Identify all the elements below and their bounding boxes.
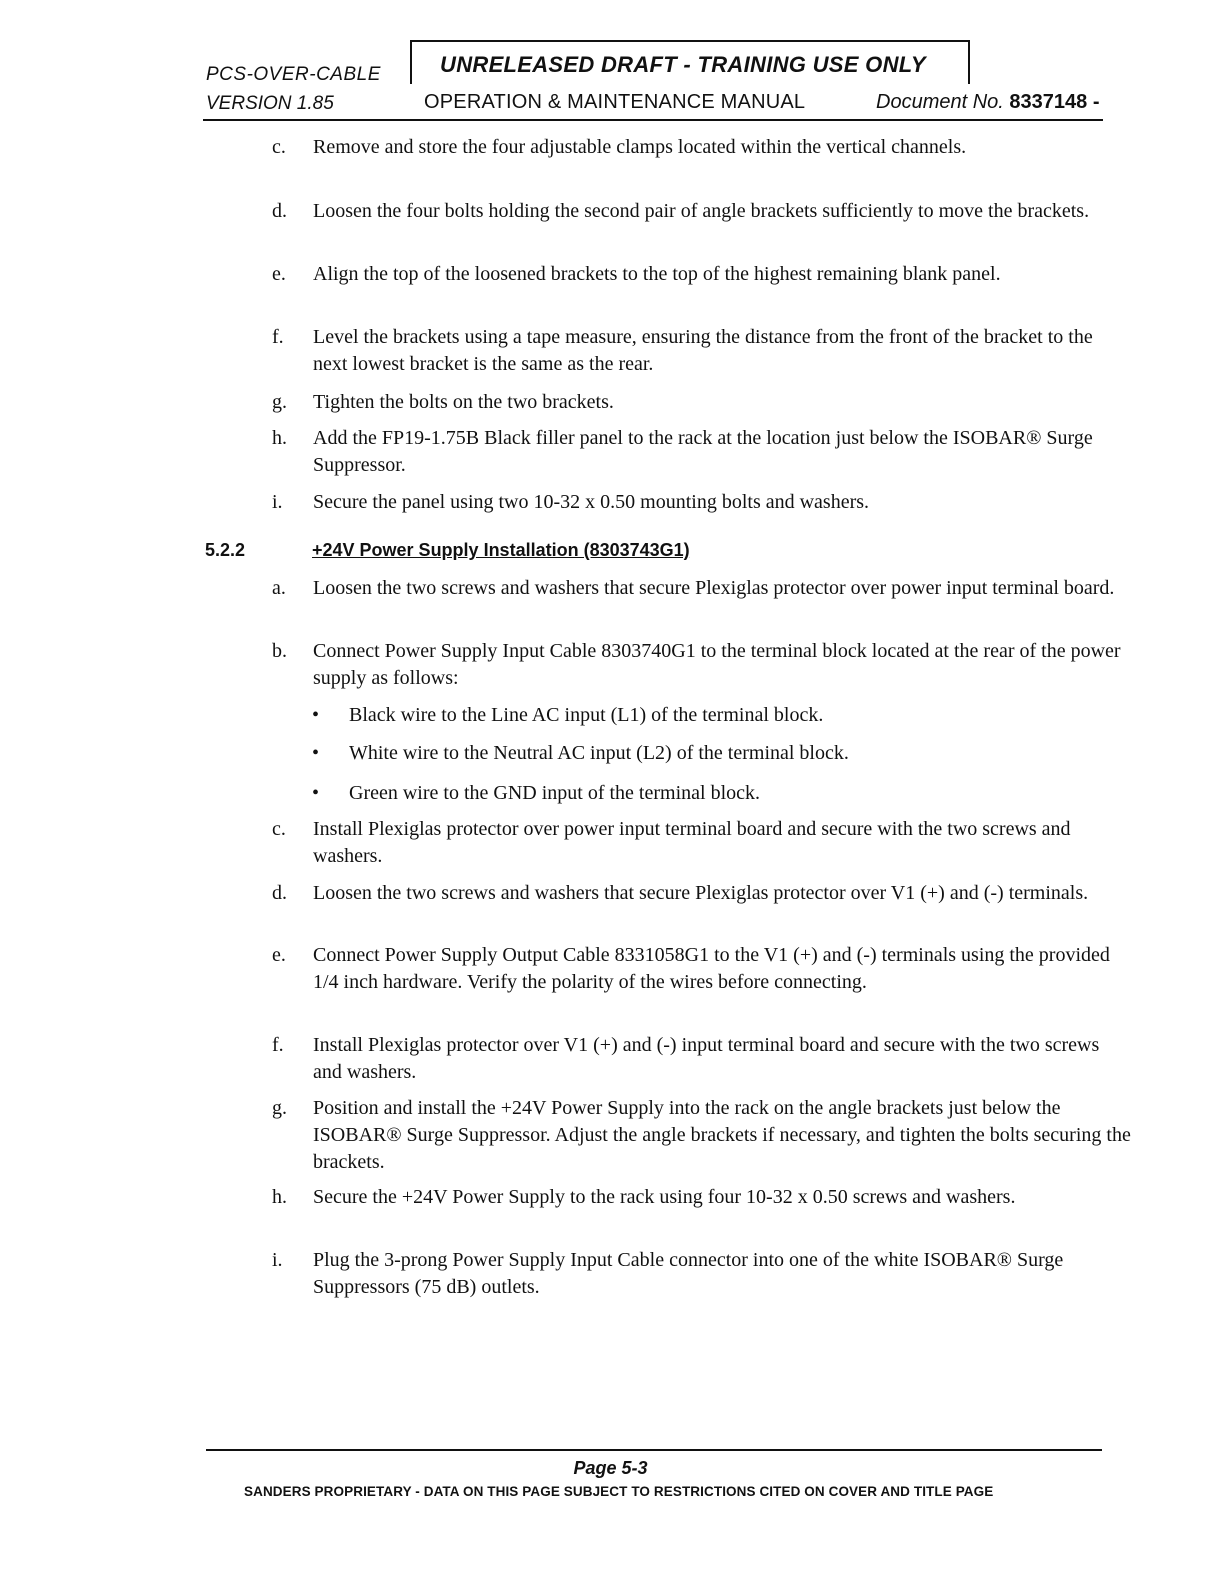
bullet-dot: • xyxy=(312,782,320,804)
list-item xyxy=(272,638,1132,692)
list-text: Loosen the two screws and washers that secure Plexiglas protector over V1 (+) and (-) terminals. xyxy=(313,882,1089,904)
list-letter: a. xyxy=(272,577,286,599)
document-number-label: Document No. xyxy=(876,91,1004,113)
list-text: Level the brackets using a tape measure, ensuring the distance from the front of the bracket to the next lowest bracket is the same as the rear. xyxy=(313,326,1093,375)
list-letter: g. xyxy=(272,391,287,413)
bullet-item xyxy=(312,780,1112,807)
list-item xyxy=(272,134,1132,161)
list-item xyxy=(272,389,1132,416)
list-text: Secure the +24V Power Supply to the rack using four 10-32 x 0.50 screws and washers. xyxy=(313,1186,1016,1208)
bullet-text: Green wire to the GND input of the terminal block. xyxy=(349,782,760,804)
list-item xyxy=(272,942,1132,996)
list-letter: e. xyxy=(272,944,286,966)
list-letter: d. xyxy=(272,882,287,904)
list-text: Remove and store the four adjustable clamps located within the vertical channels. xyxy=(313,136,967,158)
list-text: Loosen the four bolts holding the second pair of angle brackets sufficiently to move the brackets. xyxy=(313,200,1090,222)
list-letter: c. xyxy=(272,136,286,158)
list-letter: f. xyxy=(272,1034,284,1056)
list-text: Position and install the +24V Power Supply into the rack on the angle brackets just below the ISOBAR® Surge Suppressor. Adjust the angle brackets if necessary, and tighten the bolts securing the brackets. xyxy=(313,1097,1131,1173)
footer-divider xyxy=(206,1449,1102,1451)
list-item xyxy=(272,198,1132,225)
header-divider xyxy=(203,119,1103,121)
list-letter: i. xyxy=(272,1249,283,1271)
section-title: +24V Power Supply Installation (8303743G1) xyxy=(312,540,690,560)
document-number-value: 8337148 - xyxy=(1009,91,1100,113)
page-number: Page 5-3 xyxy=(573,1458,648,1478)
document-number xyxy=(876,91,1099,114)
list-letter: d. xyxy=(272,200,287,222)
product-name: PCS-OVER-CABLE xyxy=(206,64,381,85)
list-item xyxy=(272,261,1132,288)
list-item xyxy=(272,1095,1132,1176)
list-text: Align the top of the loosened brackets to the top of the highest remaining blank panel. xyxy=(313,263,1001,285)
list-item xyxy=(272,324,1132,378)
list-text: Loosen the two screws and washers that secure Plexiglas protector over power input terminal board. xyxy=(313,577,1115,599)
list-letter: h. xyxy=(272,427,287,449)
list-text: Plug the 3-prong Power Supply Input Cable connector into one of the white ISOBAR® Surge Suppressors (75 dB) outlets. xyxy=(313,1249,1064,1298)
list-text: Secure the panel using two 10-32 x 0.50 mounting bolts and washers. xyxy=(313,491,870,513)
list-text: Tighten the bolts on the two brackets. xyxy=(313,391,614,413)
bullet-item xyxy=(312,702,1112,729)
bullet-dot: • xyxy=(312,704,320,726)
list-item xyxy=(272,1032,1132,1086)
list-item xyxy=(272,880,1132,907)
list-letter: f. xyxy=(272,326,284,348)
list-letter: b. xyxy=(272,640,287,662)
list-text: Install Plexiglas protector over V1 (+) and (-) input terminal board and secure with the two screws and washers. xyxy=(313,1034,1100,1083)
list-item xyxy=(272,575,1132,602)
proprietary-notice: SANDERS PROPRIETARY - DATA ON THIS PAGE SUBJECT TO RESTRICTIONS CITED ON COVER AND TITLE PAGE xyxy=(244,1484,994,1499)
list-text: Add the FP19-1.75B Black filler panel to the rack at the location just below the ISOBAR® Surge Suppressor. xyxy=(313,427,1093,476)
list-item xyxy=(272,489,1132,516)
list-letter: i. xyxy=(272,491,283,513)
bullet-text: White wire to the Neutral AC input (L2) of the terminal block. xyxy=(349,742,849,764)
draft-notice: UNRELEASED DRAFT - TRAINING USE ONLY xyxy=(440,52,926,77)
bullet-dot: • xyxy=(312,742,320,764)
list-letter: h. xyxy=(272,1186,287,1208)
list-letter: e. xyxy=(272,263,286,285)
list-item xyxy=(272,425,1132,479)
list-letter: g. xyxy=(272,1097,287,1119)
list-text: Install Plexiglas protector over power input terminal board and secure with the two screws and washers. xyxy=(313,818,1071,867)
section-number: 5.2.2 xyxy=(205,540,246,560)
version-label: VERSION 1.85 xyxy=(206,93,334,114)
bullet-text: Black wire to the Line AC input (L1) of the terminal block. xyxy=(349,704,824,726)
bullet-item xyxy=(312,740,1112,767)
list-item xyxy=(272,1184,1132,1211)
list-letter: c. xyxy=(272,818,286,840)
manual-title: OPERATION & MAINTENANCE MANUAL xyxy=(424,91,806,113)
list-item xyxy=(272,816,1132,870)
list-item xyxy=(272,1247,1132,1301)
list-text: Connect Power Supply Output Cable 8331058G1 to the V1 (+) and (-) terminals using the provided 1/4 inch hardware. Verify the polarity of the wires before connecting. xyxy=(313,944,1110,993)
list-text: Connect Power Supply Input Cable 8303740G1 to the terminal block located at the rear of the power supply as follows: xyxy=(313,640,1121,689)
